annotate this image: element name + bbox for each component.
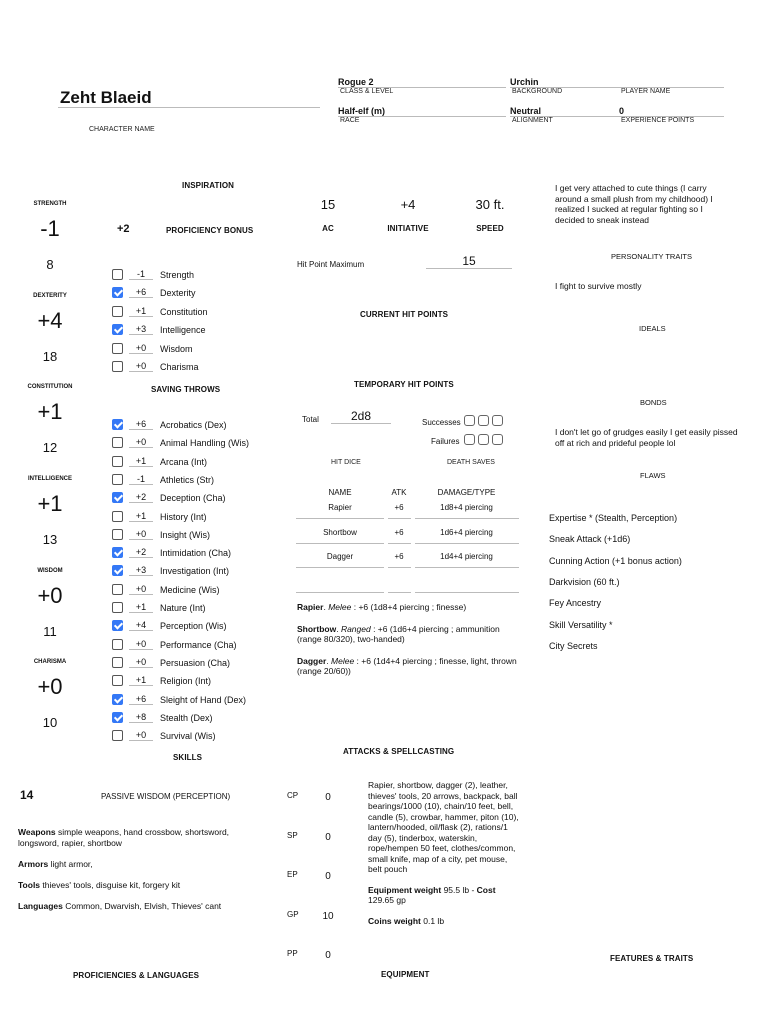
skills-label: SKILLS xyxy=(173,753,203,762)
armors-value: light armor, xyxy=(48,859,93,869)
ability-wisdom-modifier: +0 xyxy=(37,583,63,608)
coin-sp-value[interactable]: 0 xyxy=(325,831,331,843)
failure-box-3[interactable] xyxy=(492,434,503,445)
skill-name: Performance (Cha) xyxy=(160,639,237,650)
equipment-items: Rapier, shortbow, dagger (2), leather, thieves' tools, 20 arrows, backpack, ball bearings/1000 (10), chain/10 feet, bell, candle (5), crowbar, hammer, piton (10), lantern/hooded, oil/flask (2), rations/1 day (5), tinderbox, waterskin, rope/hempen 50 feet, clothes/common, small knife, map of a city, pet mouse, belt pouch xyxy=(368,780,519,874)
saving-throw-checkbox[interactable] xyxy=(112,287,123,298)
saving-throws-label: SAVING THROWS xyxy=(151,385,221,394)
ability-wisdom-name: WISDOM xyxy=(37,568,63,574)
feature-item: Skill Versatility * xyxy=(549,619,613,630)
skill-checkbox[interactable] xyxy=(112,529,123,540)
ability-strength-score[interactable]: 8 xyxy=(46,257,54,272)
skill-checkbox[interactable] xyxy=(112,639,123,650)
feature-item: Fey Ancestry xyxy=(549,598,602,609)
attack-row-line xyxy=(388,592,411,593)
attack-note-dagger: Dagger. Melee : +6 (1d4+4 piercing ; finesse, light, thrown (range 20/60)) xyxy=(297,655,517,676)
flaws-text[interactable]: I don't let go of grudges easily I get easily pissed off at rich and prideful people lol xyxy=(555,427,738,448)
skill-modifier: +1 xyxy=(129,675,153,686)
skill-name: Deception (Cha) xyxy=(160,493,226,504)
attack-row-line xyxy=(296,543,384,544)
attack-bonus: +6 xyxy=(394,503,404,512)
ability-intelligence-name: INTELLIGENCE xyxy=(27,476,72,482)
skill-name: Sleight of Hand (Dex) xyxy=(160,694,247,705)
skill-checkbox[interactable] xyxy=(112,712,123,723)
saving-throw-checkbox[interactable] xyxy=(112,269,123,280)
saving-throw-modifier: -1 xyxy=(129,269,153,280)
coin-gp-label: GP xyxy=(287,909,299,919)
skill-modifier: +4 xyxy=(129,620,153,631)
attack-row-line xyxy=(296,518,384,519)
attack-bonus: +6 xyxy=(394,527,404,537)
skill-checkbox[interactable] xyxy=(112,565,123,576)
race-label: RACE xyxy=(340,117,360,124)
ability-strength-name: STRENGTH xyxy=(33,201,67,207)
skill-modifier: +2 xyxy=(129,492,153,503)
skill-checkbox[interactable] xyxy=(112,675,123,686)
hp-max-label: Hit Point Maximum xyxy=(297,260,365,269)
tools-line xyxy=(18,880,268,891)
character-name-underline xyxy=(58,107,320,108)
attack-note-shortbow-text: : +6 (1d6+4 piercing ; ammunition (range 80/320), two-handed) xyxy=(297,623,500,644)
languages-label: Languages xyxy=(18,901,63,911)
coins-weight-value: 0.1 lb xyxy=(420,915,445,926)
ability-constitution-score[interactable]: 12 xyxy=(42,440,58,455)
equipment-text xyxy=(368,780,520,926)
proficiencies-label: PROFICIENCIES & LANGUAGES xyxy=(73,971,200,980)
languages-line xyxy=(18,901,268,912)
skill-modifier: +6 xyxy=(129,694,153,705)
attack-damage: 1d8+4 piercing xyxy=(440,503,493,512)
skill-checkbox[interactable] xyxy=(112,474,123,485)
attack-name: Dagger xyxy=(326,552,354,561)
equipment-weight-line xyxy=(368,885,520,906)
hit-dice-label: HIT DICE xyxy=(331,459,361,466)
failures-label: Failures xyxy=(431,437,460,446)
speed-value: 30 ft. xyxy=(475,197,505,212)
attack-header-name: NAME xyxy=(328,488,352,497)
skill-modifier: +1 xyxy=(129,456,153,467)
armors-label: Armors xyxy=(18,859,49,869)
saving-throw-modifier: +0 xyxy=(129,343,153,354)
flaws-label: FLAWS xyxy=(640,471,666,480)
personality-traits-text[interactable]: I get very attached to cute things (I carry around a small plush from my childhood) I realized I sucked at regular fighting so I decided to sneak instead xyxy=(555,183,713,225)
attack-note-rapier-text: : +6 (1d8+4 piercing ; finesse) xyxy=(351,602,467,612)
ac-value: 15 xyxy=(320,197,336,212)
saving-throw-modifier: +0 xyxy=(129,361,153,372)
successes-label: Successes xyxy=(422,418,461,427)
hit-dice-value[interactable]: 2d8 xyxy=(331,409,391,424)
skill-name: Religion (Int) xyxy=(160,676,212,687)
skill-name: Perception (Wis) xyxy=(160,621,227,632)
equipment-weight-label: Equipment weight xyxy=(368,884,442,895)
features-label: FEATURES & TRAITS xyxy=(610,954,694,963)
feature-item: Cunning Action (+1 bonus action) xyxy=(549,555,682,566)
equipment-weight-value: 95.5 lb - xyxy=(441,884,477,895)
attack-row-line xyxy=(415,543,519,544)
initiative-value: +4 xyxy=(400,197,416,212)
skill-name: Investigation (Int) xyxy=(160,566,230,577)
success-box-1[interactable] xyxy=(464,415,475,426)
passive-wisdom-value: 14 xyxy=(20,788,34,802)
ideals-label: IDEALS xyxy=(639,324,666,333)
ability-dexterity-name: DEXTERITY xyxy=(33,293,67,299)
saving-throw-name: Strength xyxy=(160,270,195,280)
race-value[interactable]: Half-elf (m) xyxy=(338,106,385,116)
class-level-label: CLASS & LEVEL xyxy=(340,88,394,95)
success-box-3[interactable] xyxy=(492,415,503,426)
skill-name: Survival (Wis) xyxy=(160,731,216,742)
attack-note-dagger-text: : +6 (1d4+4 piercing ; finesse, light, thrown (range 20/60)) xyxy=(297,655,517,676)
coin-ep-value[interactable]: 0 xyxy=(325,871,331,882)
tools-value: thieves' tools, disguise kit, forgery kit xyxy=(40,880,181,890)
skill-modifier: +8 xyxy=(129,712,153,723)
background-value[interactable]: Urchin xyxy=(510,77,539,87)
skill-modifier: +0 xyxy=(129,639,153,650)
alignment-value[interactable]: Neutral xyxy=(510,106,542,116)
weapons-value: simple weapons, hand crossbow, shortsword, longsword, rapier, shortbow xyxy=(18,827,230,848)
skill-name: History (Int) xyxy=(160,511,207,522)
ability-constitution-modifier: +1 xyxy=(37,399,63,424)
attack-bonus: +6 xyxy=(394,552,404,561)
feature-item: Expertise * (Stealth, Perception) xyxy=(549,513,678,523)
attack-note-rapier: Rapier. Melee : +6 (1d8+4 piercing ; finesse) xyxy=(297,602,467,612)
speed-label: SPEED xyxy=(476,224,504,233)
attack-row-line xyxy=(296,592,384,593)
attack-note-dagger-name: Dagger xyxy=(297,655,327,666)
skill-modifier: +2 xyxy=(129,547,153,558)
alignment-label: ALIGNMENT xyxy=(512,117,553,124)
attack-row-line xyxy=(415,518,519,519)
saving-throw-modifier: +6 xyxy=(129,287,153,298)
attack-note-rapier-name: Rapier xyxy=(297,602,324,612)
feature-item: City Secrets xyxy=(549,640,598,651)
current-hp-label: CURRENT HIT POINTS xyxy=(360,310,449,319)
skill-modifier: +1 xyxy=(129,511,153,522)
attack-name: Rapier xyxy=(328,503,352,512)
attack-row-line xyxy=(388,518,411,519)
player-name-label: PLAYER NAME xyxy=(621,88,671,95)
attack-damage: 1d6+4 piercing xyxy=(440,527,493,537)
race-line xyxy=(338,116,506,117)
skill-name: Athletics (Str) xyxy=(160,474,215,485)
weapons-line xyxy=(18,827,268,849)
skill-checkbox[interactable] xyxy=(112,620,123,631)
coin-cp-value[interactable]: 0 xyxy=(325,792,331,803)
proficiency-bonus-label: PROFICIENCY BONUS xyxy=(166,226,254,235)
attack-note-shortbow: Shortbow. Ranged : +6 (1d6+4 piercing ; ammunition (range 80/320), two-handed) xyxy=(297,623,500,644)
skill-checkbox[interactable] xyxy=(112,602,123,613)
character-name[interactable]: Zeht Blaeid xyxy=(60,88,152,107)
saving-throw-checkbox[interactable] xyxy=(112,306,123,317)
skill-modifier: -1 xyxy=(129,474,153,485)
skill-name: Stealth (Dex) xyxy=(160,712,213,723)
saving-throw-modifier: +3 xyxy=(129,324,153,335)
experience-value[interactable]: 0 xyxy=(619,106,625,116)
feature-item: Sneak Attack (+1d6) xyxy=(549,534,631,545)
skill-name: Acrobatics (Dex) xyxy=(160,420,227,430)
skill-checkbox[interactable] xyxy=(112,694,123,705)
skill-name: Medicine (Wis) xyxy=(160,584,220,595)
attack-row-line xyxy=(296,567,384,568)
temp-hp-label: TEMPORARY HIT POINTS xyxy=(354,380,454,389)
skill-modifier: +0 xyxy=(129,657,153,668)
attack-row-line xyxy=(415,592,519,593)
equipment-cost-value: 129.65 gp xyxy=(368,895,406,905)
skill-name: Persuasion (Cha) xyxy=(160,657,231,668)
attack-name: Shortbow xyxy=(323,527,357,537)
equipment-cost-label: Cost xyxy=(476,884,496,895)
languages-value: Common, Dwarvish, Elvish, Thieves' cant xyxy=(62,901,222,911)
skill-checkbox[interactable] xyxy=(112,456,123,467)
saving-throw-name: Charisma xyxy=(160,362,199,372)
success-box-2[interactable] xyxy=(478,415,489,426)
skill-checkbox[interactable] xyxy=(112,492,123,503)
attack-note-shortbow-name: Shortbow xyxy=(297,623,337,634)
coin-ep-label: EP xyxy=(287,870,298,879)
skill-name: Animal Handling (Wis) xyxy=(160,438,250,449)
background-label: BACKGROUND xyxy=(512,88,563,95)
attack-header-damage: DAMAGE/TYPE xyxy=(437,488,496,497)
skill-modifier: +3 xyxy=(129,565,153,576)
ability-strength-modifier: -1 xyxy=(40,216,60,241)
hit-dice-total-label: Total xyxy=(302,415,319,424)
coin-cp-label: CP xyxy=(287,791,299,800)
saving-throw-checkbox[interactable] xyxy=(112,324,123,335)
skill-modifier: +0 xyxy=(129,529,153,540)
coin-pp-label: PP xyxy=(287,949,298,958)
attack-damage: 1d4+4 piercing xyxy=(440,552,493,561)
failure-box-2[interactable] xyxy=(478,434,489,445)
saving-throw-name: Intelligence xyxy=(160,325,206,336)
hp-max-value[interactable]: 15 xyxy=(426,254,512,269)
armors-line xyxy=(18,859,268,870)
class-level-value[interactable]: Rogue 2 xyxy=(338,77,374,87)
skill-modifier: +6 xyxy=(129,419,153,430)
ability-charisma-name: CHARISMA xyxy=(33,659,67,665)
proficiencies-text xyxy=(18,827,268,912)
ability-intelligence-score[interactable]: 13 xyxy=(42,532,58,547)
skill-checkbox[interactable] xyxy=(112,547,123,558)
attack-notes xyxy=(297,602,517,677)
weapons-label: Weapons xyxy=(18,827,56,837)
proficiency-bonus-value: +2 xyxy=(117,223,130,235)
skill-name: Arcana (Int) xyxy=(160,456,208,467)
skill-name: Intimidation (Cha) xyxy=(160,548,232,559)
coin-pp-value[interactable]: 0 xyxy=(325,950,331,961)
saving-throw-checkbox[interactable] xyxy=(112,361,123,372)
bonds-label: BONDS xyxy=(640,398,667,407)
ideals-text[interactable]: I fight to survive mostly xyxy=(555,281,642,291)
attack-row-line xyxy=(388,567,411,568)
saving-throw-checkbox[interactable] xyxy=(112,343,123,354)
coins-weight-label: Coins weight xyxy=(368,915,421,926)
ability-constitution-name: CONSTITUTION xyxy=(27,384,73,390)
ability-intelligence-modifier: +1 xyxy=(37,491,63,516)
feature-item: Darkvision (60 ft.) xyxy=(549,576,620,587)
skill-modifier: +0 xyxy=(129,730,153,741)
attack-row-line xyxy=(415,567,519,568)
ac-label: AC xyxy=(322,224,334,233)
character-name-label: CHARACTER NAME xyxy=(89,126,155,133)
attacks-label: ATTACKS & SPELLCASTING xyxy=(343,747,455,756)
attack-row-line xyxy=(388,543,411,544)
ability-dexterity-score[interactable]: 18 xyxy=(42,349,58,364)
failure-box-1[interactable] xyxy=(464,434,475,445)
ability-wisdom-score[interactable]: 11 xyxy=(43,624,57,639)
equipment-label: EQUIPMENT xyxy=(381,970,430,979)
coins-weight-line xyxy=(368,916,520,927)
skill-modifier: +0 xyxy=(129,437,153,448)
saving-throw-modifier: +1 xyxy=(129,306,153,317)
attack-note-rapier-type: Melee xyxy=(328,602,352,612)
skill-modifier: +1 xyxy=(129,602,153,613)
saving-throw-name: Constitution xyxy=(160,306,208,317)
skill-checkbox[interactable] xyxy=(112,511,123,522)
personality-traits-label: PERSONALITY TRAITS xyxy=(611,252,692,261)
attack-header-atk: ATK xyxy=(391,488,407,497)
attack-note-dagger-type: Melee xyxy=(331,655,355,666)
ability-dexterity-modifier: +4 xyxy=(37,308,63,333)
initiative-label: INITIATIVE xyxy=(387,224,429,233)
experience-label: EXPERIENCE POINTS xyxy=(621,117,695,124)
saving-throw-name: Dexterity xyxy=(160,288,196,299)
attack-note-shortbow-type: Ranged xyxy=(340,623,371,634)
death-saves-label: DEATH SAVES xyxy=(447,459,495,466)
skill-checkbox[interactable] xyxy=(112,657,123,668)
passive-wisdom-label: PASSIVE WISDOM (PERCEPTION) xyxy=(101,792,231,801)
skill-checkbox[interactable] xyxy=(112,419,123,430)
saving-throw-name: Wisdom xyxy=(160,343,193,354)
skill-checkbox[interactable] xyxy=(112,584,123,595)
coin-gp-value[interactable]: 10 xyxy=(322,910,334,922)
skill-checkbox[interactable] xyxy=(112,730,123,741)
skill-name: Nature (Int) xyxy=(160,603,206,613)
tools-label: Tools xyxy=(18,880,41,890)
coin-sp-label: SP xyxy=(287,830,298,840)
ability-charisma-score[interactable]: 10 xyxy=(42,715,58,730)
skill-name: Insight (Wis) xyxy=(160,529,211,540)
skill-checkbox[interactable] xyxy=(112,437,123,448)
ability-charisma-modifier: +0 xyxy=(37,674,63,699)
skill-modifier: +0 xyxy=(129,584,153,595)
inspiration-label: INSPIRATION xyxy=(182,181,235,190)
